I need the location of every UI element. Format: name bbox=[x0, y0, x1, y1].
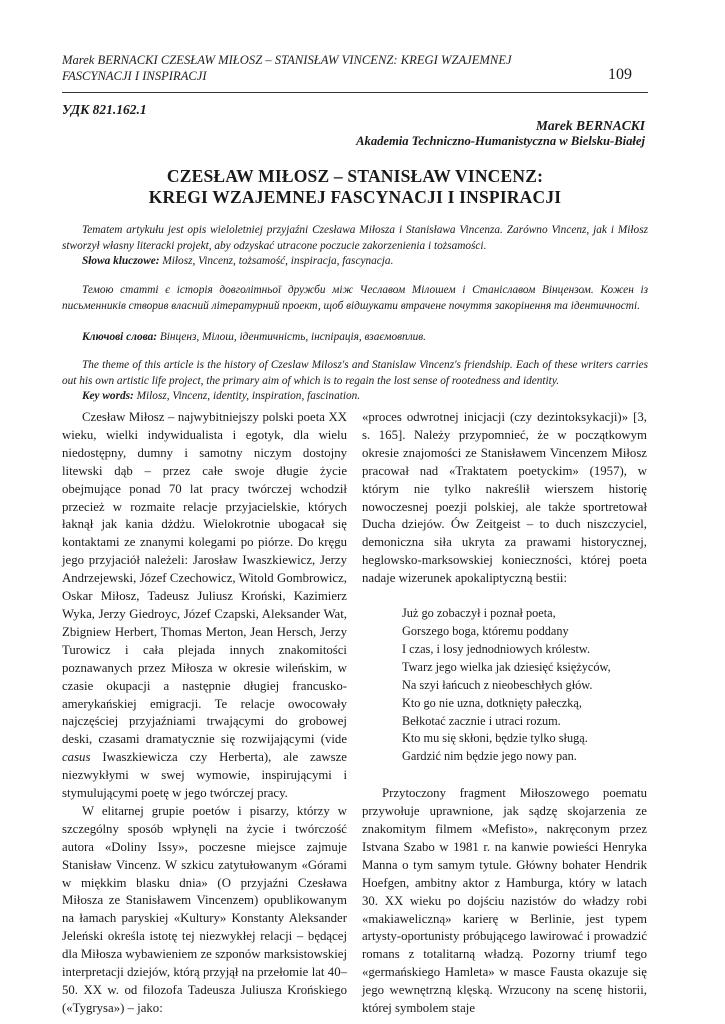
page-number: 109 bbox=[608, 66, 632, 83]
running-header-line1: Marek BERNACKI CZESŁAW MIŁOSZ – STANISŁAW VINCENZ: KREGI WZAJEMNEJ bbox=[62, 53, 512, 67]
poem-line: Kto mu się skłoni, będzie tylko sługą. bbox=[402, 731, 588, 746]
keywords-ukrainian bbox=[62, 330, 648, 346]
article-title bbox=[62, 166, 648, 208]
running-header-line2: FASCYNACJI I INSPIRACJI bbox=[62, 68, 207, 83]
abstract-english: The theme of this article is the history of Czeslaw Milosz's and Stanislaw Vincenz's friendship. Each of these writers carries out his own artistic life project, the primary aim of which is to regain the lost sense of rootedness and identity. bbox=[62, 359, 648, 387]
poem-line: Gorszego boga, któremu poddany bbox=[402, 623, 569, 638]
author-name: Marek BERNACKI bbox=[535, 118, 645, 133]
poem-line: I czas, i losy jednodniowych królestw. bbox=[402, 641, 591, 656]
keywords-english-label: Key words: bbox=[82, 390, 134, 402]
keywords-polish bbox=[62, 254, 648, 270]
abstract-ukrainian: Темою статті є історія довголітньої дружби між Чеславом Мілошем і Станіславом Вінцензом. Кожен із письменників створив власний літературний проект, щоб відшукати втрачене почуття закорінення та ідентичності. bbox=[62, 284, 648, 312]
poem-line: Gardzić nim będzie jego nowy pan. bbox=[402, 749, 577, 764]
poem-line: Kto go nie uzna, dotknięty pałeczką, bbox=[402, 695, 582, 710]
body-paragraph: W elitarnej grupie poetów i pisarzy, którzy w szczególny sposób wpłynęli na życie i twórczość autora «Doliny Issy», poczesne miejsce zajmuje Stanisław Vincenz. W szkicu zatytułowanym «Górami w miękkim blasku dnia» (O przyjaźni Czesława Miłosza ze Stanisławem Vincenzem) opublikowanym na łamach paryskiej «Kultury» Konstanty Aleksander Jeleński określa istotę tej niezwykłej relacji – będącej dla Miłosza wybawieniem ze szponów marksistowskiej interpretacji dziejów, którą przyjął na przełomie lat 40–50. XX w. od filozofa Tadeusza Juliusza Krońskiego («Tygrysa») – jako: bbox=[62, 803, 347, 1015]
title-line2: KREGI WZAJEMNEJ FASCYNACJI I INSPIRACJI bbox=[148, 187, 562, 207]
keywords-ukrainian-values: Вінценз, Мілош, ідентичність, інспірація, взаємовплив. bbox=[157, 331, 426, 343]
poem-line: Już go zobaczył i poznał poeta, bbox=[402, 606, 556, 621]
body-paragraph: Czesław Miłosz – najwybitniejszy polski poeta XX wieku, wielki indywidualista i egotyk, dla wielu niedostępny, dumny i samotny niczym dostojny litewski dąb – przez całe swoje długie życie obejmujące ponad 70 lat pracy twórczej wchodził przecież w rozmaite relacje przyjacielskie, których łaknął jak kania dżdżu. Wielokrotnie ubogacał się kontaktami ze znanymi kolegami po piórze. Do kręgu jego przyjaciół należeli: Jarosław Iwaszkiewicz, Jerzy Andrzejewski, Józef Czechowicz, Witold Gombrowicz, Oskar Miłosz, Tadeusz Juliusz Kroński, Kazimierz Wyka, Jerzy Giedroyc, Józef Czapski, Aleksander Wat, Zbigniew Herbert, Thomas Merton, Jean Hersch, Jerzy Turowicz i cała plejada innych znakomitości poznawanych przez Miłosza w okresie wileńskim, w czasie okupacji a następnie długiej francusko-amerykańskiej emigracji. Te relacje owocowały najczęściej przyjaźniami trwającymi do grobowej deski, czasami dramatycznie się rozwijającymi (vide casus Iwaszkiewicza czy Herberta), ale zawsze niezwykłymi w swej wymowie, inspirującymi i stymulującymi poetę w jego twórczej pracy. bbox=[62, 410, 347, 801]
keywords-polish-values: Miłosz, Vincenz, tożsamość, inspiracja, fascynacja. bbox=[159, 255, 394, 267]
abstract-polish: Tematem artykułu jest opis wieloletniej przyjaźni Czesława Miłosza i Stanisława Vincenza. Zarówno Vincenz, jak i Miłosz stworzył własny literacki projekt, aby odzyskać utracone poczucie zakorzenienia i tożsamości. bbox=[62, 224, 648, 252]
author-affiliation: Akademia Techniczno-Humanistyczna w Bielsku-Białej bbox=[356, 134, 645, 148]
running-header bbox=[62, 53, 582, 84]
header-divider bbox=[62, 92, 648, 93]
keywords-english-values: Milosz, Vincenz, identity, inspiration, fascination. bbox=[133, 390, 361, 402]
poem-line: Na szyi łańcuch z nieobeschłych głów. bbox=[402, 677, 593, 692]
title-line1: CZESŁAW MIŁOSZ – STANISŁAW VINCENZ: bbox=[166, 166, 544, 186]
udk-code: УДК 821.162.1 bbox=[62, 102, 147, 117]
keywords-ukrainian-label: Ключові слова: bbox=[82, 331, 157, 343]
body-column-left bbox=[62, 409, 347, 1018]
poem-quote bbox=[402, 605, 647, 766]
poem-line: Twarz jego wielka jak dziesięć księżyców, bbox=[402, 659, 611, 674]
keywords-english bbox=[62, 389, 648, 405]
poem-line: Bełkotać zacznie i utraci rozum. bbox=[402, 713, 561, 728]
body-paragraph: «proces odwrotnej inicjacji (czy dezintoksykacji)» [3, s. 165]. Należy przypomnieć, że w początkowym okresie znajomości ze Stanisławem Vincenzem Miłosz pracował nad «Traktatem poetyckim» (1957), w którym nie tylko nakreślił wierszem historię nowoczesnej poezji polskiej, ale także sportretował Ducha dziejów. Ów Zeitgeist – to duch niszczyciel, demoniczna siła ukryta za prawami historycznej, heglowsko-marksowskiej konieczności, której poeta nadaje wizerunek apokaliptyczną bestii: bbox=[362, 410, 647, 586]
body-column-right bbox=[362, 409, 647, 1018]
keywords-polish-label: Słowa kluczowe: bbox=[82, 255, 160, 267]
body-paragraph: Przytoczony fragment Miłoszowego poematu przywołuje uprawnione, jak sądzę skojarzenia ze znakomitym filmem «Mefisto», nakręconym przez Istvana Szabo w 1981 r. na kanwie powieści Henryka Manna o tym samym tytule. Główny bohater Hendrik Hoefgen, ambitny aktor z Hamburga, który w latach 30. XX wieku po dojściu nazistów do władzy robi «makiaweliczną» karierę w Berlinie, jest typem artysty-oportunisty próbującego lawirować i prowadzić romans z totalitarną władzą. Pozorny triumf tego «germańskiego Hamleta» w masce Fausta okazuje się jego wewnętrzną klęską. Wrzucony na scenę historii, której symbolem staje bbox=[362, 786, 647, 1016]
